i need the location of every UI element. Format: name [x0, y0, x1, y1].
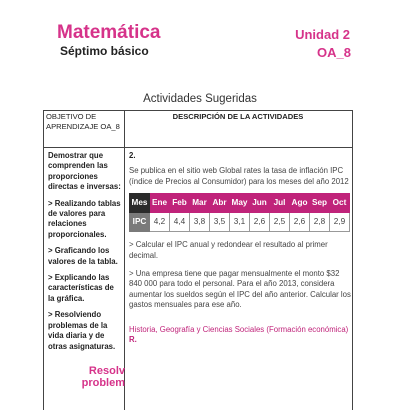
value-row-label: IPC — [130, 213, 150, 232]
ipc-value-cell: 3,5 — [210, 213, 230, 232]
month-cell: Mar — [190, 194, 210, 213]
activity-description — [129, 151, 351, 345]
objectives-list — [48, 151, 122, 358]
header-divider — [44, 147, 352, 148]
ipc-value-cell: 3,1 — [230, 213, 250, 232]
month-cell: Oct — [330, 194, 350, 213]
ipc-value-row — [130, 213, 350, 232]
ipc-value-cell: 2,8 — [310, 213, 330, 232]
footer-line: Resolv — [88, 365, 125, 377]
activity-bullet: > Calcular el IPC anual y redondear el resultado al primer decimal. — [129, 240, 328, 260]
section-title: Actividades Sugeridas — [143, 93, 257, 105]
month-cell: Sep — [310, 194, 330, 213]
grade-label: Séptimo básico — [60, 44, 149, 58]
month-row-label: Mes — [130, 194, 150, 213]
subject-title: Matemática — [57, 22, 161, 43]
ipc-table — [129, 193, 350, 232]
ipc-value-cell: 2,5 — [270, 213, 290, 232]
ipc-value-cell: 3,8 — [190, 213, 210, 232]
month-cell: May — [230, 194, 250, 213]
month-cell: Jun — [250, 194, 270, 213]
history-mark: R. — [129, 335, 137, 345]
objective-column-header: OBJETIVO DE APRENDIZAJE OA_8 — [46, 112, 120, 131]
month-cell: Jul — [270, 194, 290, 213]
ipc-value-cell: 2,6 — [250, 213, 270, 232]
ipc-value-cell: 2,9 — [330, 213, 350, 232]
month-cell: Ene — [150, 194, 170, 213]
objective-item: > Graficando los valores de la tabla. — [48, 246, 118, 266]
activity-intro: Se publica en el sitio web Global rates la tasa de inflación IPC (índice de Precios al Consumidor) para los meses del año 2012 — [129, 166, 349, 186]
footer-line: problem — [81, 377, 125, 389]
ipc-month-row — [130, 194, 350, 213]
ipc-value-cell: 4,4 — [170, 213, 190, 232]
oa-label: OA_8 — [317, 45, 351, 60]
activity-number: 2. — [129, 151, 136, 160]
unit-label: Unidad 2 — [295, 27, 350, 42]
objective-item: > Resolviendo problemas de la vida diaria y de otras asignaturas. — [48, 310, 116, 351]
ipc-value-cell: 2,6 — [290, 213, 310, 232]
month-cell: Ago — [290, 194, 310, 213]
objective-item: Demostrar que comprenden las proporciones directas e inversas: — [48, 151, 121, 192]
objective-item: > Realizando tablas de valores para relaciones proporcionales. — [48, 198, 121, 239]
ipc-value-cell: 4,2 — [150, 213, 170, 232]
activity-bullet: > Una empresa tiene que pagar mensualmente el monto $32 840 000 para todo el personal. Para el año 2013, considera aumentar los sueldos según el IPC del año anterior. Calcular los gastos mensuales para ese año. — [129, 269, 351, 310]
description-column-header: DESCRIPCIÓN DE LA ACTIVIDADES — [172, 112, 304, 121]
month-cell: Feb — [170, 194, 190, 213]
history-reference: Historia, Geografía y Ciencias Sociales (Formación económica) — [129, 324, 349, 334]
objective-item: > Explicando las características de la gráfica. — [48, 273, 114, 303]
footer-heading — [55, 365, 125, 389]
cross-subject-note — [129, 325, 351, 346]
month-cell: Abr — [210, 194, 230, 213]
